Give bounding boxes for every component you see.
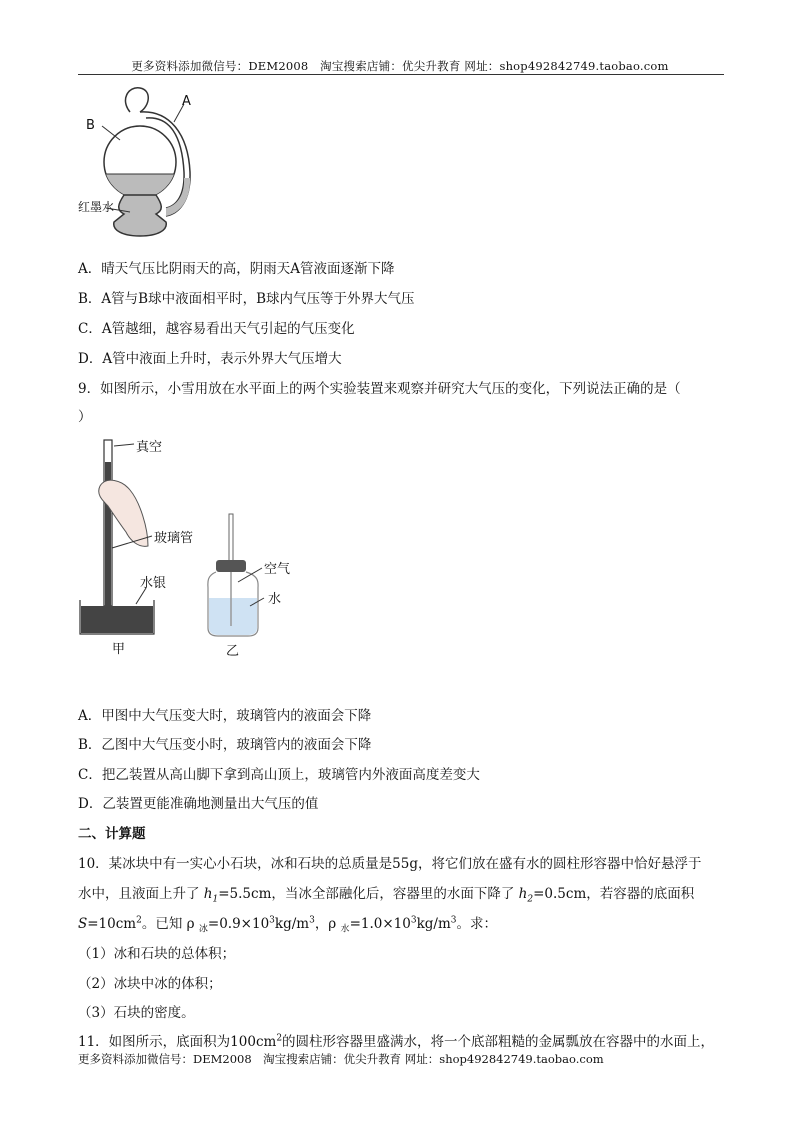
- label-air: 空气: [264, 562, 291, 577]
- q10-line1: 10．某冰块中有一实心小石块，冰和石块的总质量是55g，将它们放在盛有水的圆柱形容器中恰好悬浮于: [78, 856, 702, 872]
- q9-option-c: C．把乙装置从高山脚下拿到高山顶上，玻璃管内外液面高度差变大: [78, 767, 480, 783]
- q10-exp1: 3: [269, 915, 275, 926]
- q9-option-a: A．甲图中大气压变大时，玻璃管内的液面会下降: [78, 708, 372, 724]
- q11-line1: [78, 1030, 714, 1050]
- q10-sub2: （2）冰块中冰的体积；: [78, 976, 222, 992]
- q10-line3-i: 。求：: [456, 916, 497, 932]
- s-var: S: [78, 916, 88, 932]
- h2-sub: 2: [527, 894, 534, 905]
- label-glass-tube: 玻璃管: [154, 531, 194, 546]
- page-footer: 更多资料添加微信号：DEM2008 淘宝搜索店铺：优尖升教育 网址：shop492842749.taobao.com: [78, 1052, 604, 1066]
- q9-stem-line1: 9．如图所示，小雪用放在水平面上的两个实验装置来观察并研究大气压的变化，下列说法正确的是（: [78, 381, 681, 397]
- q10-line3-sup: 2: [136, 915, 142, 926]
- h1-sub: 1: [212, 894, 219, 905]
- section-title: 二、计算题: [78, 826, 146, 842]
- q10-exp3: 3: [410, 915, 417, 926]
- q11-line-a: 11．如图所示，底面积为100cm: [78, 1034, 277, 1050]
- q10-line3-b: =10cm: [87, 916, 137, 932]
- q11-line-b: 的圆柱形容器里盛满水，将一个底部粗糙的金属瓢放在容器中的水面上，: [282, 1034, 715, 1050]
- label-vacuum: 真空: [136, 440, 163, 455]
- q10-line2-c: =0.5cm，若容器的底面积: [533, 886, 695, 902]
- label-a: A: [182, 94, 191, 109]
- q10-exp4: 3: [450, 915, 457, 926]
- q8-option-c: C．A管越细，越容易看出天气引起的气压变化: [78, 321, 355, 337]
- barometer-drawing: [78, 436, 318, 658]
- label-jia: 甲: [112, 642, 126, 657]
- label-mercury: 水银: [140, 576, 167, 591]
- q10-line3-h: kg/m: [416, 916, 451, 932]
- q10-line2-a: 水中，且液面上升了: [78, 886, 204, 902]
- weather-glass-drawing: [78, 82, 218, 242]
- h1-var: h: [203, 886, 213, 902]
- q10-line3-e: kg/m: [274, 916, 310, 932]
- h2-var: h: [518, 886, 528, 902]
- q10-exp2: 3: [309, 915, 315, 926]
- rho-ice-sub: 冰: [198, 924, 208, 935]
- weather-glass-figure: [78, 82, 218, 242]
- barometer-figure: [78, 436, 318, 658]
- q10-sub3: （3）石块的密度。: [78, 1005, 195, 1021]
- q8-option-d: D．A管中液面上升时，表示外界大气压增大: [78, 351, 342, 367]
- q8-option-a: A．晴天气压比阴雨天的高，阴雨天A管液面逐渐下降: [78, 261, 395, 277]
- q8-option-b: B．A管与B球中液面相平时，B球内气压等于外界大气压: [78, 291, 415, 307]
- q9-stem-line2: ）: [78, 409, 92, 425]
- q9-option-b: B．乙图中大气压变小时，玻璃管内的液面会下降: [78, 737, 372, 753]
- label-yi: 乙: [226, 644, 240, 659]
- page-header: 更多资料添加微信号：DEM2008 淘宝搜索店铺：优尖升教育 网址：shop492842749.taobao.com: [131, 59, 669, 73]
- q10-line3-c: 。已知 ρ: [141, 916, 199, 932]
- q11-sup: 2: [276, 1033, 283, 1044]
- q10-line3: [78, 912, 497, 935]
- q10-line2: [78, 882, 694, 905]
- q10-line3-d: =0.9×10: [207, 916, 270, 932]
- header-divider: [78, 74, 724, 75]
- label-red-ink: 红墨水: [78, 200, 115, 214]
- q10-line3-g: =1.0×10: [349, 916, 411, 932]
- q9-option-d: D．乙装置更能准确地测量出大气压的值: [78, 796, 319, 812]
- q10-line3-f: ，ρ: [314, 916, 341, 932]
- label-water: 水: [268, 592, 282, 607]
- rho-water-sub: 水: [340, 924, 350, 935]
- q10-line2-b: =5.5cm，当冰全部融化后，容器里的水面下降了: [218, 886, 519, 902]
- q10-sub1: （1）冰和石块的总体积；: [78, 946, 236, 962]
- label-b: B: [86, 118, 95, 133]
